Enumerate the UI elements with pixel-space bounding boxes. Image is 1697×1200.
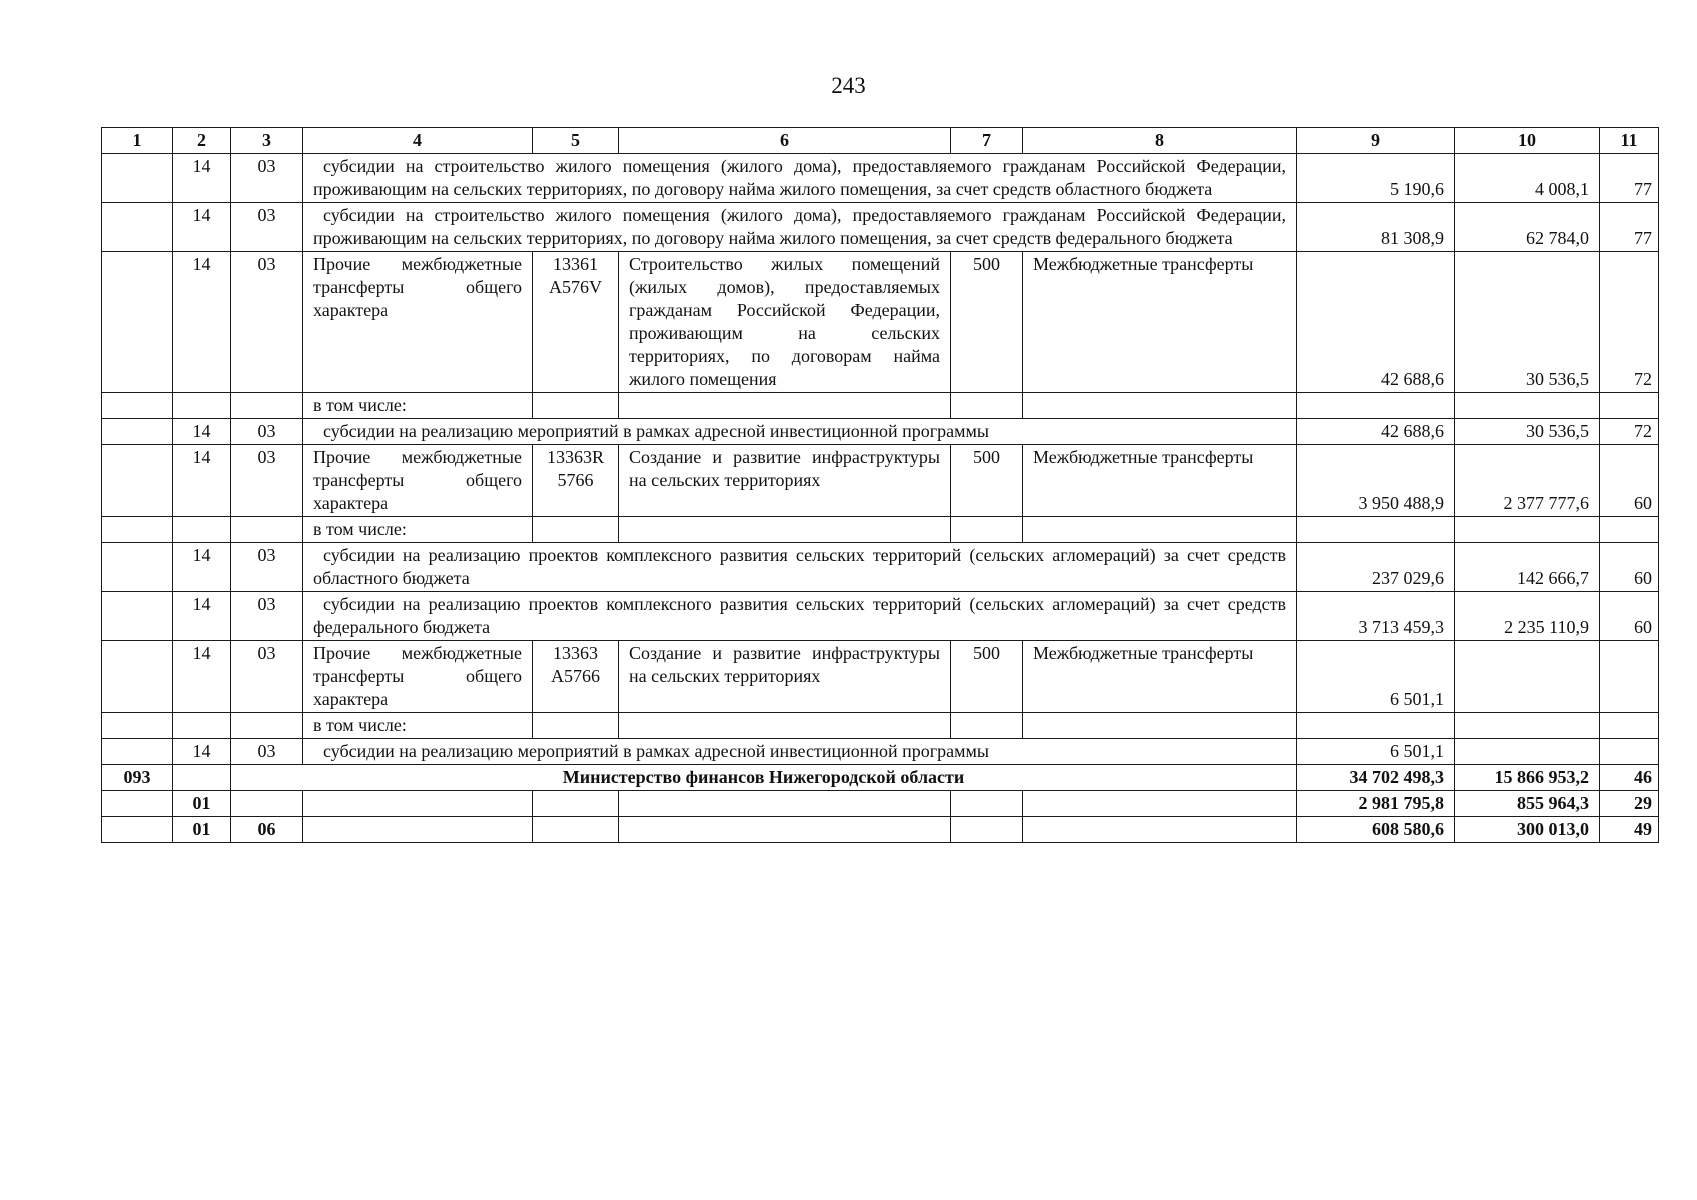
cell-program: Прочие межбюджетные трансферты общего характера: [303, 641, 533, 713]
cell-admin: [102, 592, 173, 641]
cell-subsection: 03: [231, 252, 303, 393]
header-cell: 2: [173, 128, 231, 154]
header-cell: 8: [1023, 128, 1297, 154]
cell-amount-actual: [1455, 739, 1600, 765]
cell-description: субсидии на реализацию мероприятий в рамках адресной инвестиционной программы: [303, 739, 1297, 765]
cell-empty: [533, 817, 619, 843]
table-row: [102, 641, 1659, 713]
cell-percent: 72: [1600, 419, 1659, 445]
cell-amount-plan: 237 029,6: [1297, 543, 1455, 592]
header-cell: 10: [1455, 128, 1600, 154]
cell-expense-name: Межбюджетные трансферты: [1023, 641, 1297, 713]
table-row: [102, 517, 1659, 543]
cell-empty: [1297, 713, 1455, 739]
cell-empty: [951, 791, 1023, 817]
cell-empty: [619, 713, 951, 739]
target-code-part: 13363R: [546, 447, 604, 467]
table-row: [102, 543, 1659, 592]
cell-admin-code: 093: [102, 765, 173, 791]
cell-admin: [102, 252, 173, 393]
cell-empty: [1023, 817, 1297, 843]
cell-empty: [951, 713, 1023, 739]
header-cell: 5: [533, 128, 619, 154]
cell-expense-type: 500: [951, 252, 1023, 393]
table-row: [102, 203, 1659, 252]
cell-empty: [1455, 713, 1600, 739]
cell-empty: [102, 791, 173, 817]
cell-amount-plan: 2 981 795,8: [1297, 791, 1455, 817]
cell-admin: [102, 203, 173, 252]
cell-section: 14: [173, 543, 231, 592]
table-row: [102, 154, 1659, 203]
cell-amount-actual: 2 235 110,9: [1455, 592, 1600, 641]
cell-amount-actual: 142 666,7: [1455, 543, 1600, 592]
cell-empty: [1023, 393, 1297, 419]
cell-description: субсидии на строительство жилого помещения (жилого дома), предоставляемого гражданам Российской Федерации, проживающим на сельских территориях, по договору найма жилого помещения, за счет средств федерального бюджета: [303, 203, 1297, 252]
cell-target-code: [533, 252, 619, 393]
cell-amount-actual: [1455, 641, 1600, 713]
cell-empty: [951, 517, 1023, 543]
cell-amount-plan: 34 702 498,3: [1297, 765, 1455, 791]
cell-expense-name: Межбюджетные трансферты: [1023, 445, 1297, 517]
cell-section: 14: [173, 445, 231, 517]
cell-empty: [173, 765, 231, 791]
cell-amount-plan: 42 688,6: [1297, 419, 1455, 445]
cell-amount-actual: 30 536,5: [1455, 252, 1600, 393]
cell-amount-plan: 608 580,6: [1297, 817, 1455, 843]
header-cell: 7: [951, 128, 1023, 154]
cell-empty: [102, 393, 173, 419]
cell-empty: [533, 393, 619, 419]
cell-subsection: 03: [231, 445, 303, 517]
cell-subsection: 03: [231, 419, 303, 445]
cell-amount-plan: 3 713 459,3: [1297, 592, 1455, 641]
cell-empty: [1600, 517, 1659, 543]
target-code-part: 13363: [553, 643, 598, 663]
cell-subsection: 03: [231, 641, 303, 713]
cell-admin: [102, 543, 173, 592]
header-cell: 3: [231, 128, 303, 154]
cell-percent: 77: [1600, 203, 1659, 252]
cell-section: 14: [173, 252, 231, 393]
cell-percent: 60: [1600, 592, 1659, 641]
cell-description: субсидии на реализацию мероприятий в рамках адресной инвестиционной программы: [303, 419, 1297, 445]
cell-program: Прочие межбюджетные трансферты общего характера: [303, 252, 533, 393]
cell-empty: [1297, 517, 1455, 543]
cell-expense-type: 500: [951, 445, 1023, 517]
cell-target-code: [533, 445, 619, 517]
header-cell: 9: [1297, 128, 1455, 154]
cell-including: в том числе:: [303, 517, 533, 543]
cell-empty: [619, 517, 951, 543]
cell-amount-plan: 42 688,6: [1297, 252, 1455, 393]
header-cell: 4: [303, 128, 533, 154]
cell-subsection: 03: [231, 592, 303, 641]
cell-empty: [951, 393, 1023, 419]
cell-section: 14: [173, 154, 231, 203]
cell-admin: [102, 739, 173, 765]
header-cell: 6: [619, 128, 951, 154]
cell-admin: [102, 154, 173, 203]
table-row-section-total: [102, 791, 1659, 817]
target-code-part: 5766: [557, 470, 594, 490]
cell-empty: [303, 791, 533, 817]
cell-amount-actual: 2 377 777,6: [1455, 445, 1600, 517]
table-header-row: [102, 128, 1659, 154]
table-row: [102, 592, 1659, 641]
cell-percent: 60: [1600, 543, 1659, 592]
header-cell: 11: [1600, 128, 1659, 154]
cell-empty: [231, 791, 303, 817]
cell-percent: 29: [1600, 791, 1659, 817]
table-row: [102, 445, 1659, 517]
table-row: [102, 419, 1659, 445]
cell-target-name: Создание и развитие инфраструктуры на сельских территориях: [619, 641, 951, 713]
cell-empty: [1023, 713, 1297, 739]
cell-section: 14: [173, 592, 231, 641]
cell-including: в том числе:: [303, 713, 533, 739]
cell-empty: [303, 817, 533, 843]
target-code-part: A5766: [551, 666, 600, 686]
cell-section: 14: [173, 739, 231, 765]
target-code-part: 13361: [553, 254, 598, 274]
cell-admin: [102, 419, 173, 445]
cell-expense-name: Межбюджетные трансферты: [1023, 252, 1297, 393]
cell-description: субсидии на реализацию проектов комплексного развития сельских территорий (сельских агломераций) за счет средств федерального бюджета: [303, 592, 1297, 641]
cell-admin: [102, 445, 173, 517]
budget-table: [101, 127, 1659, 843]
cell-expense-type: 500: [951, 641, 1023, 713]
table-row: [102, 739, 1659, 765]
cell-percent: 49: [1600, 817, 1659, 843]
table-row-subsection-total: [102, 817, 1659, 843]
cell-amount-plan: 3 950 488,9: [1297, 445, 1455, 517]
cell-empty: [231, 517, 303, 543]
cell-subsection: 03: [231, 203, 303, 252]
cell-empty: [1023, 517, 1297, 543]
cell-empty: [102, 713, 173, 739]
cell-amount-plan: 6 501,1: [1297, 739, 1455, 765]
cell-subsection: 03: [231, 154, 303, 203]
cell-target-name: Создание и развитие инфраструктуры на сельских территориях: [619, 445, 951, 517]
cell-empty: [173, 517, 231, 543]
cell-description: субсидии на строительство жилого помещения (жилого дома), предоставляемого гражданам Российской Федерации, проживающим на сельских территориях, по договору найма жилого помещения, за счет средств областного бюджета: [303, 154, 1297, 203]
cell-section: 14: [173, 203, 231, 252]
cell-percent: 60: [1600, 445, 1659, 517]
cell-amount-actual: 30 536,5: [1455, 419, 1600, 445]
cell-amount-actual: 300 013,0: [1455, 817, 1600, 843]
cell-description: субсидии на реализацию проектов комплексного развития сельских территорий (сельских агломераций) за счет средств областного бюджета: [303, 543, 1297, 592]
cell-subsection: 06: [231, 817, 303, 843]
cell-empty: [1600, 393, 1659, 419]
cell-percent: 46: [1600, 765, 1659, 791]
cell-empty: [951, 817, 1023, 843]
cell-section: 14: [173, 419, 231, 445]
cell-percent: [1600, 739, 1659, 765]
cell-empty: [533, 713, 619, 739]
cell-program: Прочие межбюджетные трансферты общего характера: [303, 445, 533, 517]
cell-empty: [1455, 517, 1600, 543]
cell-admin: [102, 641, 173, 713]
table-row: [102, 393, 1659, 419]
cell-empty: [102, 517, 173, 543]
cell-amount-actual: 15 866 953,2: [1455, 765, 1600, 791]
cell-amount-plan: 6 501,1: [1297, 641, 1455, 713]
cell-empty: [619, 393, 951, 419]
cell-empty: [533, 517, 619, 543]
cell-empty: [231, 393, 303, 419]
cell-amount-actual: 4 008,1: [1455, 154, 1600, 203]
cell-target-code: [533, 641, 619, 713]
cell-subsection: 03: [231, 543, 303, 592]
cell-amount-actual: 855 964,3: [1455, 791, 1600, 817]
cell-empty: [102, 817, 173, 843]
page-number: 243: [831, 73, 866, 98]
ministry-title: Министерство финансов Нижегородской области: [231, 765, 1297, 791]
cell-percent: 77: [1600, 154, 1659, 203]
cell-percent: 72: [1600, 252, 1659, 393]
cell-empty: [173, 713, 231, 739]
cell-including: в том числе:: [303, 393, 533, 419]
cell-empty: [619, 791, 951, 817]
cell-empty: [173, 393, 231, 419]
cell-empty: [533, 791, 619, 817]
cell-empty: [1297, 393, 1455, 419]
cell-section: 14: [173, 641, 231, 713]
cell-subsection: 03: [231, 739, 303, 765]
table-row: [102, 713, 1659, 739]
cell-empty: [231, 713, 303, 739]
header-cell: 1: [102, 128, 173, 154]
table-row: [102, 252, 1659, 393]
cell-empty: [1455, 393, 1600, 419]
cell-target-name: Строительство жилых помещений (жилых домов), предоставляемых гражданам Российской Федерации, проживающим на сельских территориях, по договорам найма жилого помещения: [619, 252, 951, 393]
cell-section: 01: [173, 817, 231, 843]
cell-empty: [1600, 713, 1659, 739]
table-row-ministry: [102, 765, 1659, 791]
cell-empty: [1023, 791, 1297, 817]
cell-empty: [619, 817, 951, 843]
target-code-part: A576V: [549, 277, 602, 297]
cell-amount-actual: 62 784,0: [1455, 203, 1600, 252]
cell-amount-plan: 81 308,9: [1297, 203, 1455, 252]
cell-percent: [1600, 641, 1659, 713]
cell-section: 01: [173, 791, 231, 817]
cell-amount-plan: 5 190,6: [1297, 154, 1455, 203]
